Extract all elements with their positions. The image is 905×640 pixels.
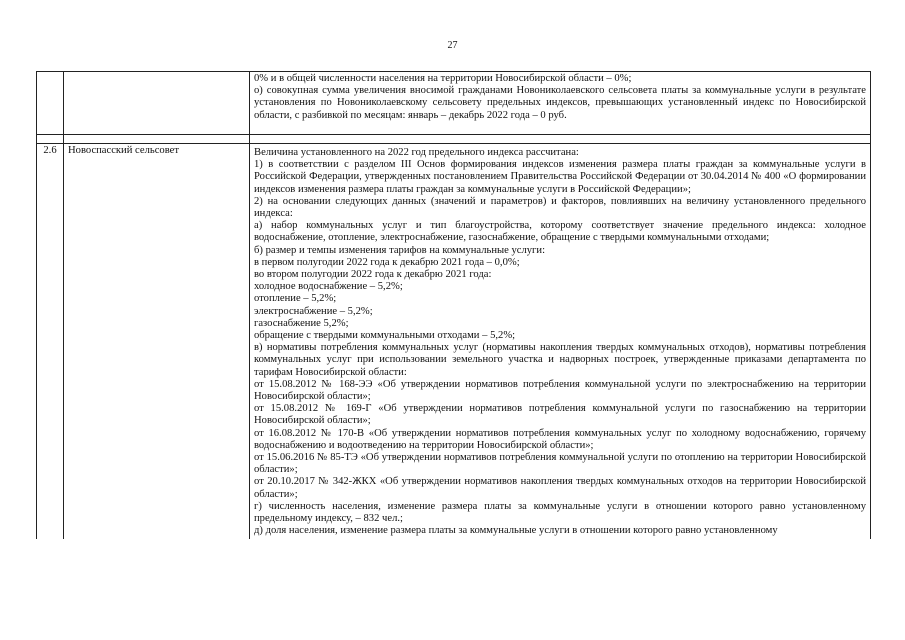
content-paragraph: от 15.08.2012 № 169-Г «Об утверждении нормативов потребления коммунальной услуги по газоснабжению на территории Новосибирской области»;: [254, 403, 866, 427]
row-content-cell: [250, 72, 871, 135]
content-line: о) совокупная сумма увеличения вносимой гражданами Новониколаевского сельсовета платы за коммунальные услуги в результате установления по Новониколаевскому сельсовету предельных индексов, превышающих установленный индекс по Новосибирской области, с разбивкой по месяцам: январь – декабрь 2022 года – 0 руб.: [254, 85, 866, 121]
content-paragraph: г) численность населения, изменение размера платы за коммунальные услуги в отношении которого равно установленному предельному индексу, – 832 чел.;: [254, 500, 866, 525]
content-paragraph: холодное водоснабжение – 5,2%;: [254, 281, 403, 293]
content-paragraph: а) набор коммунальных услуг и тип благоустройства, которому соответствует значение предельного индекса: холодное водоснабжение, отопление, электроснабжение, газоснабжение, обращение с твердыми коммунальными отходами;: [254, 220, 866, 244]
content-paragraph: от 16.08.2012 № 170-В «Об утверждении нормативов потребления коммунальных услуг по холодному водоснабжению, горячему водоснабжению и водоотведению на территории Новосибирской области»;: [254, 427, 866, 451]
content-paragraph: б) размер и темпы изменения тарифов на коммунальные услуги:: [254, 244, 546, 256]
content-paragraph: д) доля населения, изменение размера платы за коммунальные услуги в отношении которого равно установленному: [254, 525, 778, 537]
row-number-cell: [37, 72, 64, 135]
content-paragraph: в) нормативы потребления коммунальных услуг (нормативы накопления твердых коммунальных отходов), нормативы потребления коммунальных услуг при использовании земельного участка и надворных построек, утвержденные приказами департамента по тарифам Новосибирской области:: [254, 342, 866, 378]
row-content-cell: [250, 144, 871, 539]
content-paragraph: отопление – 5,2%;: [254, 293, 337, 305]
content-line: 0% и в общей численности населения на территории Новосибирской области – 0%;: [254, 73, 632, 84]
content-paragraph: от 20.10.2017 № 342-ЖКХ «Об утверждении нормативов накопления твердых коммунальных отходов на территории Новосибирской области»;: [254, 476, 866, 500]
table-spacer-row: [37, 135, 871, 144]
table-row: [37, 144, 871, 539]
row-number: 2.6: [37, 144, 64, 539]
page-number: 27: [447, 40, 458, 51]
page-bottom-margin: [0, 610, 905, 640]
content-paragraph: от 15.08.2012 № 168-ЭЭ «Об утверждении нормативов потребления коммунальной услуги по электроснабжению на территории Новосибирской области»;: [254, 378, 866, 403]
content-paragraph: 2) на основании следующих данных (значений и параметров) и факторов, повлиявших на величину установленного предельного индекса:: [254, 195, 866, 220]
row-name-cell: [64, 72, 250, 135]
content-paragraph: обращение с твердыми коммунальными отходами – 5,2%;: [254, 330, 516, 342]
content-paragraph: во втором полугодии 2022 года к декабрю 2021 года:: [254, 269, 492, 281]
table-row: [37, 72, 871, 135]
content-paragraph: электроснабжение – 5,2%;: [254, 305, 373, 317]
row-name: Новоспасский сельсовет: [64, 144, 250, 539]
content-paragraph: Величина установленного на 2022 год предельного индекса рассчитана:: [254, 147, 579, 158]
document-table: [36, 71, 871, 539]
content-paragraph: газоснабжение 5,2%;: [254, 317, 349, 329]
content-paragraph: в первом полугодии 2022 года к декабрю 2021 года – 0,0%;: [254, 256, 520, 268]
content-paragraph: от 15.06.2016 № 85-ТЭ «Об утверждении нормативов потребления коммунальной услуги по отоплению на территории Новосибирской области»;: [254, 452, 866, 476]
content-paragraph: 1) в соответствии с разделом III Основ формирования индексов изменения размера платы граждан за коммунальные услуги в Российской Федерации, утвержденных постановлением Правительства Российской Федерации от 30.04.2014 № 400 «О формировании индексов изменения размера платы граждан за коммунальные услуги в Российской Федерации»;: [254, 159, 866, 195]
